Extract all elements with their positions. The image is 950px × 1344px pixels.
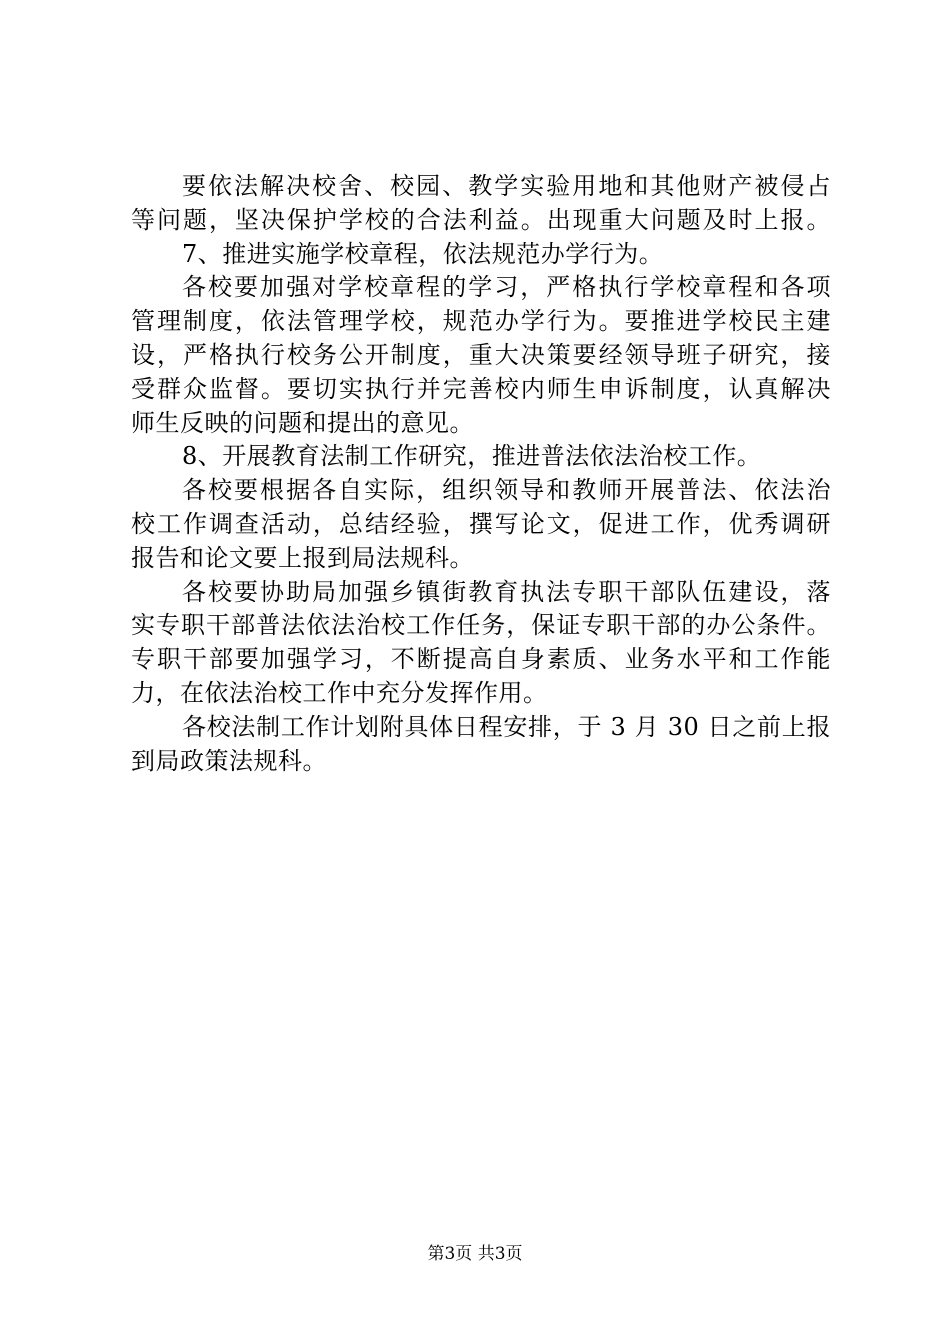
section-heading: 7、推进实施学校章程，依法规范办学行为。 — [182, 239, 664, 268]
text-line: 师生反映的问题和提出的意见。 — [131, 408, 474, 437]
section-heading: 8、开展教育法制工作研究，推进普法依法治校工作。 — [182, 442, 762, 471]
text-line: 要依法解决校舍、校园、教学实验用地和其他财产被侵占 — [182, 172, 831, 200]
text-line: 设，严格执行校务公开制度，重大决策要经领导班子研究，接 — [131, 340, 831, 369]
text-line: 等问题，坚决保护学校的合法利益。出现重大问题及时上报。 — [131, 205, 831, 234]
text-line: 实专职干部普法依法治校工作任务，保证专职干部的办公条件。 — [131, 611, 831, 640]
text-line: 各校法制工作计划附具体日程安排，于 3 月 30 日之前上报 — [182, 712, 831, 741]
text-line: 各校要加强对学校章程的学习，严格执行学校章程和各项 — [182, 273, 831, 302]
text-line: 到局政策法规科。 — [131, 746, 327, 775]
text-line: 力，在依法治校工作中充分发挥作用。 — [131, 678, 548, 707]
text-line: 校工作调查活动，总结经验，撰写论文，促进工作，优秀调研 — [131, 509, 831, 538]
text-line: 管理制度，依法管理学校，规范办学行为。要推进学校民主建 — [131, 307, 831, 336]
page-footer: 第3页 共3页 — [427, 1244, 523, 1264]
text-line: 专职干部要加强学习，不断提高自身素质、业务水平和工作能 — [131, 645, 831, 674]
text-line: 各校要协助局加强乡镇街教育执法专职干部队伍建设，落 — [182, 577, 831, 606]
text-line: 各校要根据各自实际，组织领导和教师开展普法、依法治 — [182, 476, 831, 505]
text-line: 受群众监督。要切实执行并完善校内师生申诉制度，认真解决 — [131, 374, 831, 403]
text-line: 报告和论文要上报到局法规科。 — [131, 543, 474, 572]
document-body — [131, 170, 831, 778]
